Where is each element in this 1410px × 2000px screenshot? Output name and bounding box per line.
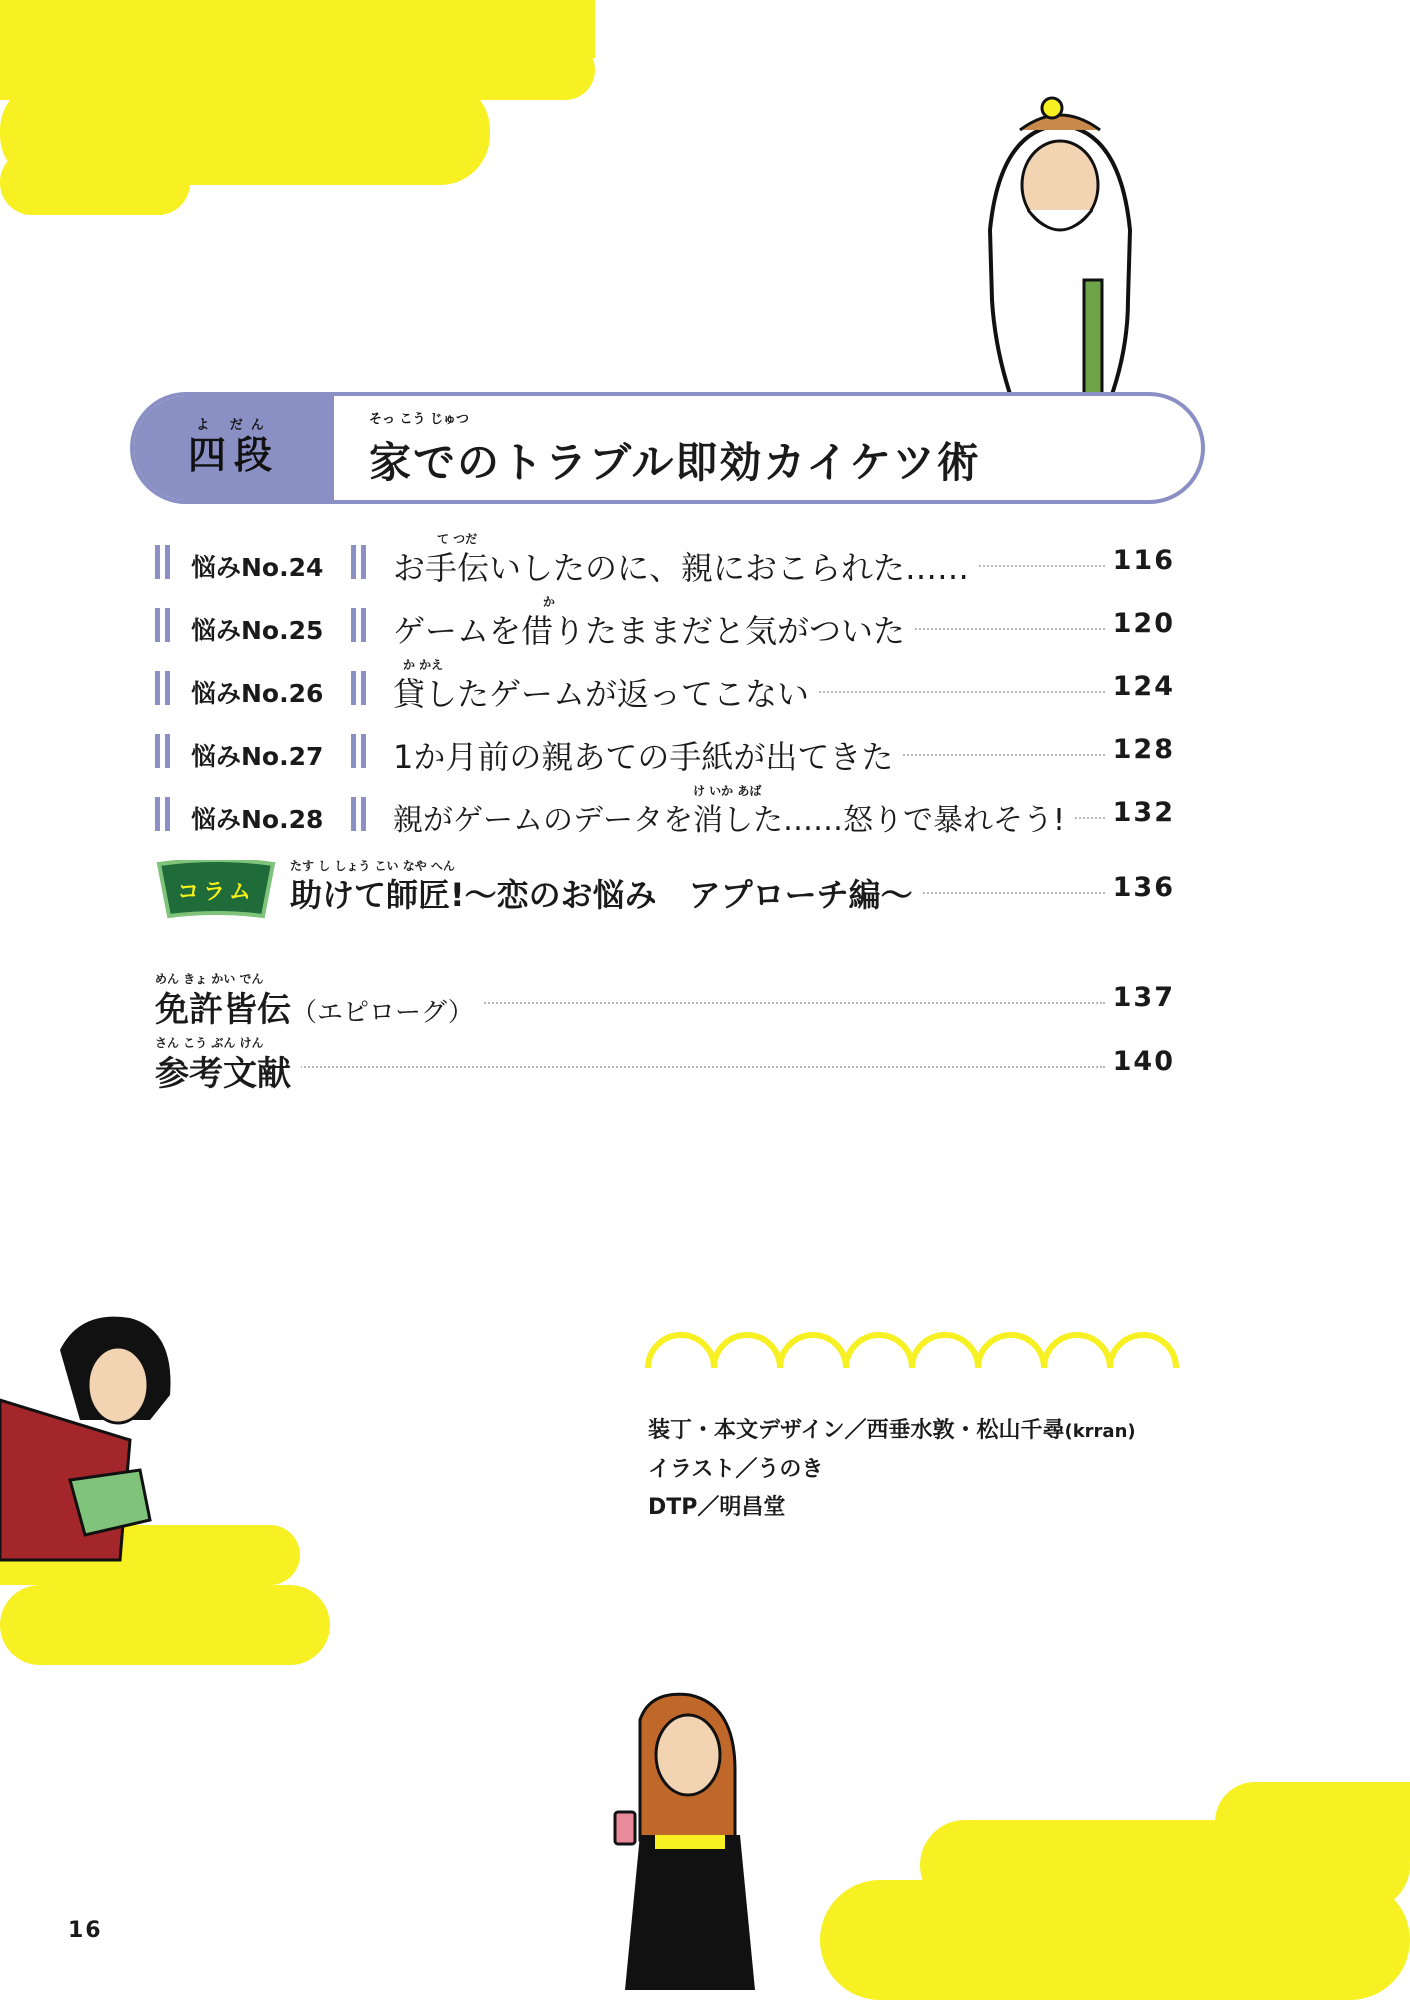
credits-block: [648, 1412, 1136, 1527]
row-bar-left: [155, 671, 160, 705]
endmatter-ruby: めん きょ かい でん: [155, 972, 264, 986]
row-bar-left: [155, 797, 160, 831]
toc-title: [393, 658, 819, 715]
toc-page-number: 120: [1112, 608, 1175, 639]
chapter-header: [130, 392, 1205, 504]
row-bar-mid: [361, 671, 366, 705]
toc-tag: 悩みNo.25: [191, 616, 324, 645]
chapter-title-text: 家でのトラブル即効カイケツ術: [369, 438, 981, 487]
row-bar-left: [155, 545, 160, 579]
toc-title: [393, 595, 915, 652]
row-bar-left: [165, 797, 170, 831]
row-bar-mid: [351, 545, 356, 579]
leader-dots: [165, 1066, 1105, 1068]
row-bar-left: [165, 734, 170, 768]
toc-page-number: 136: [1112, 872, 1175, 903]
toc-page-number: 140: [1112, 1046, 1175, 1077]
endmatter-suffix: （エピローグ）: [291, 998, 474, 1028]
toc-row-column[interactable]: [290, 859, 1175, 916]
endmatter-title-text: 免許皆伝: [155, 990, 291, 1030]
endmatter-title: [155, 1036, 301, 1095]
row-bar-mid: [351, 797, 356, 831]
endmatter-row[interactable]: [155, 1036, 1175, 1094]
toc-ruby: て つだ: [437, 532, 478, 546]
endmatter-ruby: さん こう ぶん けん: [155, 1036, 264, 1050]
toc-title-text: 親がゲームのデータを消した……怒りで暴れそう!: [393, 803, 1066, 838]
toc-row[interactable]: [155, 532, 1175, 589]
toc-row[interactable]: [155, 658, 1175, 715]
toc-page-number: 132: [1112, 797, 1175, 828]
toc-page-number: 116: [1112, 545, 1175, 576]
credits-design-text: 装丁・本文デザイン／西垂水敦・松山千尋: [648, 1418, 1065, 1443]
row-bar-mid: [361, 797, 366, 831]
woman-reading-illustration: [0, 1317, 171, 1560]
girl-with-phone-illustration: [615, 1694, 755, 1990]
chapter-title-ruby: そっ こう じゅつ: [369, 412, 470, 427]
credits-design-sub: (krran): [1064, 1421, 1136, 1442]
credits-illustration: イラスト／うのき: [648, 1457, 824, 1482]
endmatter-title-text: 参考文献: [155, 1054, 291, 1094]
chapter-label: [134, 396, 334, 500]
toc-tag: 悩みNo.28: [191, 805, 324, 834]
toc-title: [393, 532, 979, 589]
row-bar-mid: [351, 671, 356, 705]
column-title-text: 助けて師匠!〜恋のお悩み アプローチ編〜: [290, 876, 913, 914]
toc-page-number: 128: [1112, 734, 1175, 765]
toc-title: [393, 732, 903, 778]
row-bar-left: [165, 545, 170, 579]
toc-tag: 悩みNo.26: [191, 679, 324, 708]
column-title: [290, 859, 923, 916]
column-badge: [155, 860, 277, 920]
row-bar-mid: [351, 608, 356, 642]
toc-page-number: 124: [1112, 671, 1175, 702]
row-bar-left: [155, 608, 160, 642]
toc-row[interactable]: [155, 724, 1175, 778]
credits-dtp: DTP／明昌堂: [648, 1495, 786, 1520]
endmatter-row[interactable]: [155, 972, 1175, 1030]
row-bar-mid: [361, 734, 366, 768]
row-bar-left: [155, 734, 160, 768]
scallop-divider: [648, 1335, 1176, 1368]
chapter-label-text: 四段: [187, 433, 280, 477]
master-character-illustration: [990, 98, 1130, 440]
row-bar-mid: [361, 608, 366, 642]
row-bar-mid: [351, 734, 356, 768]
toc-tag: 悩みNo.24: [191, 553, 324, 582]
toc-title-text: お手伝いしたのに、親におこられた……: [393, 549, 970, 587]
toc-title-text: 貸したゲームが返ってこない: [393, 675, 810, 713]
toc-row[interactable]: [155, 595, 1175, 652]
toc-page-number: 137: [1112, 982, 1175, 1013]
chapter-title: [369, 412, 981, 490]
credits-design: [648, 1412, 1136, 1451]
toc-title-text: 1か月前の親あての手紙が出てきた: [393, 738, 894, 776]
toc-ruby: か かえ: [403, 658, 444, 672]
row-bar-left: [165, 608, 170, 642]
toc-ruby: け いか あば: [693, 784, 762, 798]
toc-ruby: か: [543, 595, 556, 609]
column-ruby: たす し しょう こい なや へん: [290, 859, 455, 873]
toc-row[interactable]: [155, 784, 1175, 841]
column-badge-label: コラム: [177, 879, 255, 905]
row-bar-mid: [361, 545, 366, 579]
row-bar-left: [165, 671, 170, 705]
page-number: 16: [68, 1918, 103, 1943]
toc-title: [393, 784, 1075, 839]
toc-tag: 悩みNo.27: [191, 742, 324, 771]
yellow-cloud-top-left: [0, 0, 595, 215]
chapter-label-ruby: よ だん: [196, 418, 272, 433]
endmatter-title: [155, 972, 484, 1031]
yellow-cloud-bottom-right: [820, 1782, 1410, 2000]
toc-title-text: ゲームを借りたままだと気がついた: [393, 612, 906, 650]
